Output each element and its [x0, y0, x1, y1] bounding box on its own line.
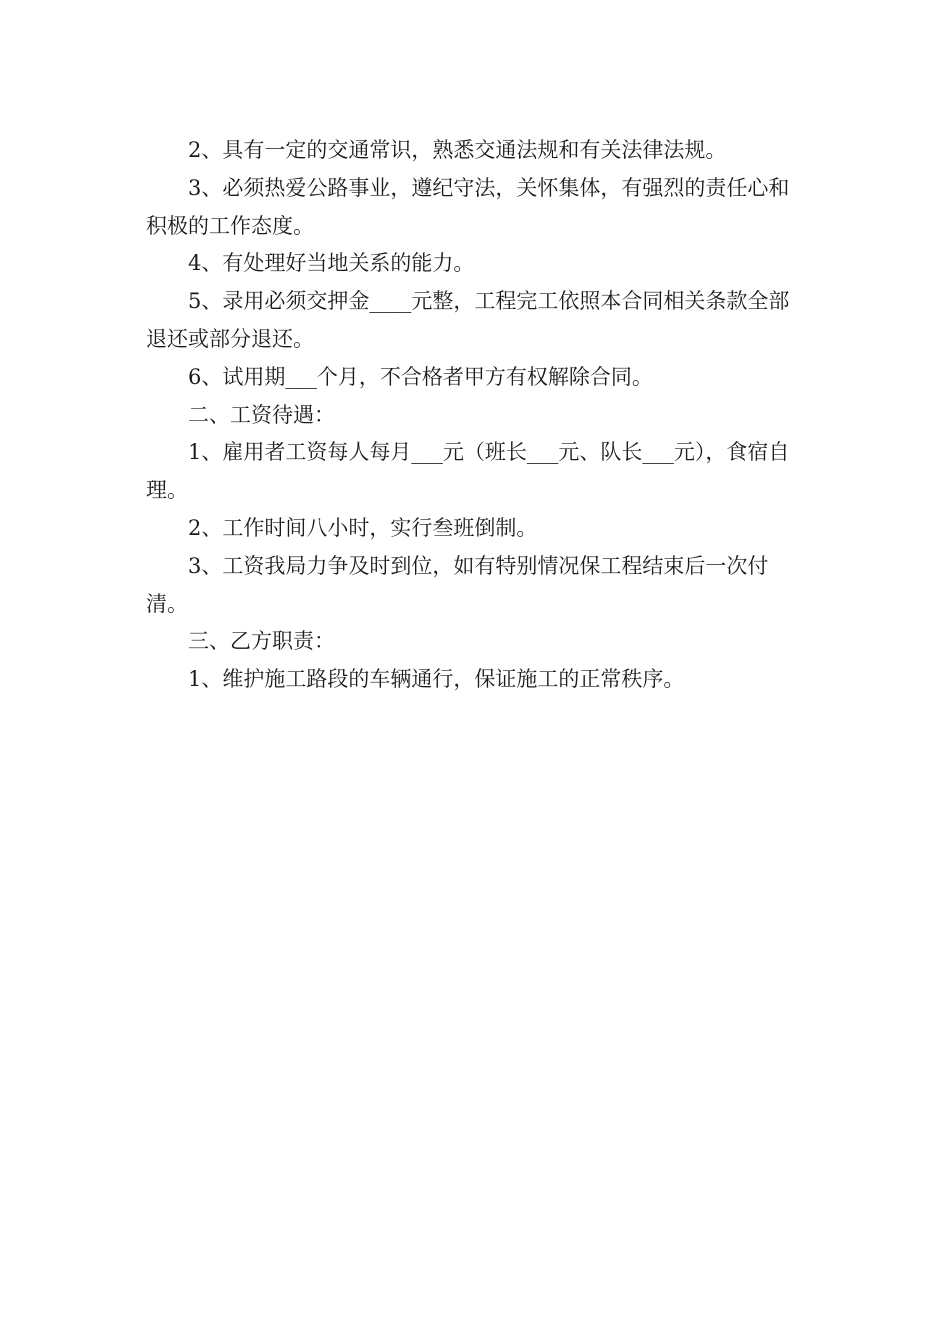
- section-heading-duties: 三、乙方职责：: [188, 629, 335, 654]
- paragraph-requirement-2: 2、具有一定的交通常识，熟悉交通法规和有关法律法规。: [188, 138, 727, 162]
- section-heading-wages: 二、工资待遇：: [188, 402, 335, 427]
- paragraph-wages-1: 1、雇用者工资每人每月___元（班长___元、队长___元），食宿自理。: [146, 440, 790, 503]
- paragraph-wages-2: 2、工作时间八小时，实行叁班倒制。: [188, 515, 538, 540]
- paragraph-wages-3: 3、工资我局力争及时到位，如有特别情况保工程结束后一次付清。: [146, 553, 769, 616]
- paragraph-duties-1: 1、维护施工路段的车辆通行，保证施工的正常秩序。: [188, 667, 685, 692]
- paragraph-requirement-3: 3、必须热爱公路事业，遵纪守法，关怀集体，有强烈的责任心和积极的工作态度。: [146, 175, 790, 238]
- document-body: [146, 132, 810, 699]
- paragraph-requirement-4: 4、有处理好当地关系的能力。: [188, 251, 475, 276]
- paragraph-requirement-6: 6、试用期___个月，不合格者甲方有权解除合同。: [188, 364, 653, 389]
- paragraph-requirement-5: 5、录用必须交押金____元整，工程完工依照本合同相关条款全部退还或部分退还。: [146, 289, 790, 351]
